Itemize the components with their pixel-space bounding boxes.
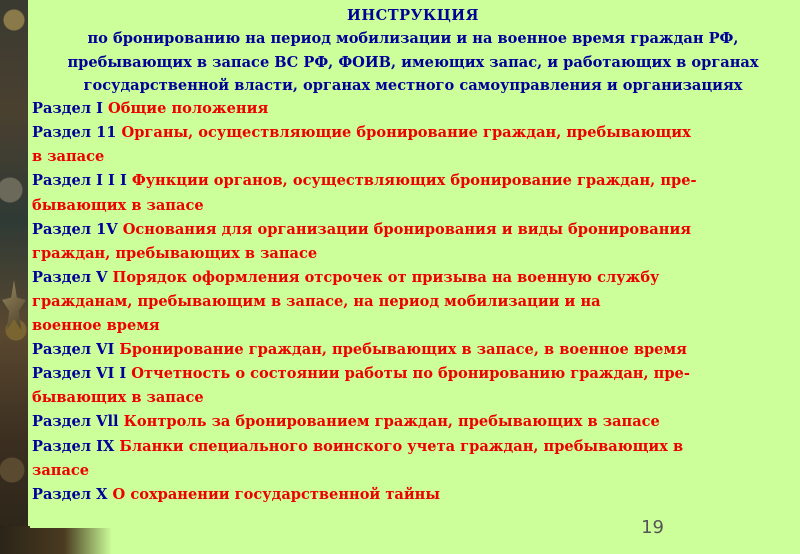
- subtitle-line: по бронированию на период мобилизации и на военное время граждан РФ,: [87, 30, 739, 48]
- section-label: Раздел VI: [32, 341, 120, 359]
- section-title-cont: граждан, пребывающих в запасе: [32, 244, 318, 262]
- section-label: Раздел I: [32, 100, 109, 118]
- section-list: [30, 97, 796, 507]
- section-title-cont: запасе: [32, 461, 90, 479]
- subtitle-line: пребывающих в запасе ВС РФ, ФОИВ, имеющих запас, и работающих в органах: [67, 53, 759, 71]
- section-label: Раздел VI I: [32, 365, 132, 383]
- section-title: Контроль за бронированием граждан, пребывающих в запасе: [123, 413, 660, 431]
- section-title: О сохранении государственной тайны: [112, 485, 440, 503]
- section-title: Основания для организации бронирования и виды бронирования: [122, 220, 692, 238]
- section-title: Функции органов, осуществляющих бронирование граждан, пре-: [131, 172, 697, 190]
- section-title-cont: бывающих в запасе: [32, 389, 204, 407]
- document-title: ИНСТРУКЦИЯ: [347, 7, 479, 24]
- section-item: [32, 338, 796, 362]
- subtitle-line: государственной власти, органах местного самоуправления и организациях: [83, 76, 743, 94]
- section-item: [32, 97, 796, 121]
- section-title-cont: бывающих в запасе: [32, 196, 204, 214]
- section-title: Порядок оформления отсрочек от призыва на военную службу: [112, 268, 660, 286]
- section-label: Раздел IX: [32, 437, 120, 455]
- section-title-cont: в запасе: [32, 148, 105, 166]
- page-number: 19: [641, 517, 664, 538]
- slide-content: [30, 4, 796, 528]
- instruction-header: [30, 4, 796, 97]
- section-label: Раздел I I I: [32, 172, 132, 190]
- decorative-bottom-bar: [0, 526, 800, 554]
- section-title: Бланки специального воинского учета граждан, пребывающих в: [119, 437, 684, 455]
- section-label: Раздел Vll: [32, 413, 124, 431]
- section-label: Раздел V: [32, 268, 113, 286]
- section-item: [32, 218, 796, 266]
- section-item: [32, 362, 796, 410]
- section-label: Раздел X: [32, 485, 113, 503]
- decorative-photo-strip: [0, 0, 28, 554]
- section-item: [32, 169, 796, 217]
- section-title: Органы, осуществляющие бронирование граждан, пребывающих: [121, 124, 691, 142]
- section-label: Раздел 1V: [32, 220, 123, 238]
- section-item: [32, 121, 796, 169]
- section-title-cont: военное время: [32, 317, 160, 335]
- section-item: [32, 435, 796, 483]
- section-title: Отчетность о состоянии работы по бронированию граждан, пре-: [131, 365, 690, 383]
- section-title: Бронирование граждан, пребывающих в запасе, в военное время: [119, 341, 687, 359]
- section-title-cont: гражданам, пребывающим в запасе, на период мобилизации и на: [32, 292, 601, 310]
- section-item: [32, 410, 796, 434]
- section-item: [32, 266, 796, 338]
- section-item: [32, 483, 796, 507]
- section-label: Раздел 11: [32, 124, 122, 142]
- section-title: Общие положения: [108, 100, 269, 118]
